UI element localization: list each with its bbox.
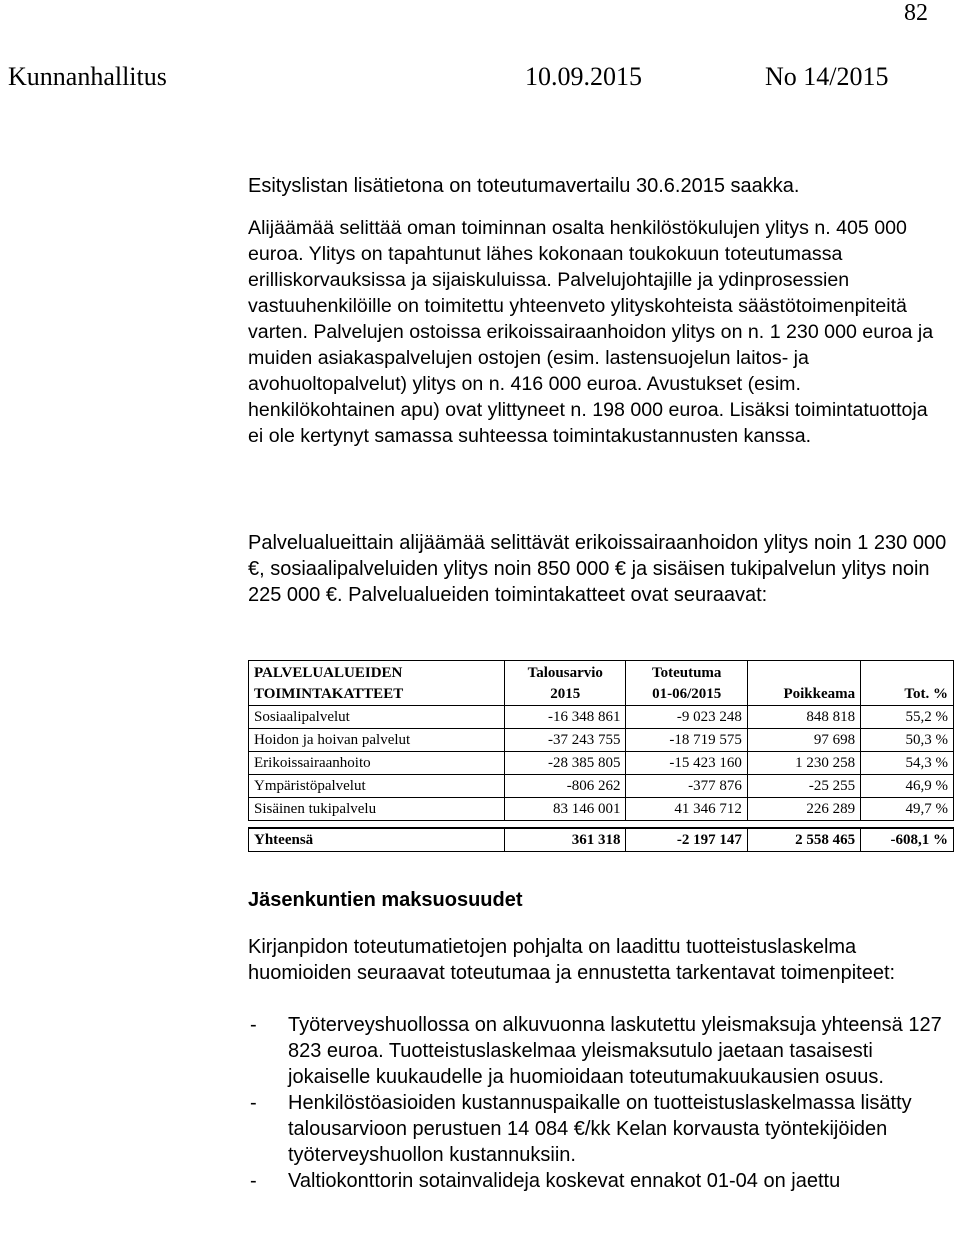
table-row [249, 706, 954, 729]
header-deviation: Poikkeama [747, 661, 860, 706]
bullet-marker: - [250, 1170, 257, 1192]
total-budget: 361 318 [505, 828, 626, 852]
spacer-cell [747, 821, 860, 829]
table-spacer-row [249, 821, 954, 829]
intro-paragraph: Esityslistan lisätietona on toteutumavertailu 30.6.2015 saakka. [248, 175, 800, 197]
row-percent: 50,3 % [861, 729, 954, 752]
list-item-text: Valtiokonttorin sotainvalideja koskevat ennakot 01-04 on jaettu [288, 1170, 841, 1192]
bullet-marker: - [250, 1092, 257, 1114]
row-actual: -377 876 [626, 775, 747, 798]
row-name: Ympäristöpalvelut [249, 775, 505, 798]
row-deviation: 1 230 258 [747, 752, 860, 775]
row-actual: -18 719 575 [626, 729, 747, 752]
row-budget: -37 243 755 [505, 729, 626, 752]
row-percent: 49,7 % [861, 798, 954, 821]
row-actual: -15 423 160 [626, 752, 747, 775]
list-item-text: Henkilöstöasioiden kustannuspaikalle on tuotteistuslaskelmassa lisätty talousarvioon perustuen 14 084 €/kk Kelan korvausta työntekijöiden työterveyshuollon kustannuksiin. [288, 1092, 912, 1166]
row-percent: 54,3 % [861, 752, 954, 775]
row-name: Erikoissairaanhoito [249, 752, 505, 775]
service-area-margins-table [248, 660, 954, 852]
document-header [0, 62, 960, 98]
total-deviation: 2 558 465 [747, 828, 860, 852]
table-row [249, 798, 954, 821]
row-percent: 46,9 % [861, 775, 954, 798]
section-intro-paragraph: Kirjanpidon toteutumatietojen pohjalta on laadittu tuotteistuslaskelma huomioiden seuraavat toteutumaa ja ennustetta tarkentavat toimenpiteet: [248, 936, 896, 984]
section-heading: Jäsenkuntien maksuosuudet [248, 889, 523, 911]
spacer-cell [626, 821, 747, 829]
row-deviation: 97 698 [747, 729, 860, 752]
table-row [249, 752, 954, 775]
list-item [248, 1012, 948, 1090]
row-name: Hoidon ja hoivan palvelut [249, 729, 505, 752]
header-percent: Tot. % [861, 661, 954, 706]
header-service-area: PALVELUALUEIDEN TOIMINTAKATTEET [249, 661, 505, 706]
page-number: 82 [904, 0, 928, 26]
table-row [249, 775, 954, 798]
list-item [248, 1168, 948, 1194]
measures-list [248, 1012, 948, 1194]
row-name: Sisäinen tukipalvelu [249, 798, 505, 821]
row-budget: 83 146 001 [505, 798, 626, 821]
header-actual: Toteutuma 01-06/2015 [626, 661, 747, 706]
spacer-cell [249, 821, 505, 829]
row-name: Sosiaalipalvelut [249, 706, 505, 729]
table-total-row [249, 828, 954, 852]
row-budget: -806 262 [505, 775, 626, 798]
row-deviation: 226 289 [747, 798, 860, 821]
row-actual: -9 023 248 [626, 706, 747, 729]
header-number: No 14/2015 [765, 62, 889, 91]
row-actual: 41 346 712 [626, 798, 747, 821]
service-area-paragraph: Palvelualueittain alijäämää selittävät erikoissairaanhoidon ylitys noin 1 230 000 €, sosiaalipalveluiden ylitys noin 850 000 € ja sisäisen tukipalvelun ylitys noin 225 000 €. Palvelualueiden toimintakatteet ovat seuraavat: [248, 532, 947, 606]
row-percent: 55,2 % [861, 706, 954, 729]
table-row [249, 729, 954, 752]
list-item [248, 1090, 948, 1168]
spacer-cell [861, 821, 954, 829]
bullet-marker: - [250, 1014, 257, 1036]
row-deviation: 848 818 [747, 706, 860, 729]
row-budget: -16 348 861 [505, 706, 626, 729]
list-item-text: Työterveyshuollossa on alkuvuonna laskutettu yleismaksuja yhteensä 127 823 euroa. Tuotteistuslaskelmaa yleismaksutulo jaetaan tasaisesti jokaiselle kuukaudelle ja huomioidaan toteutumakuukausien osuus. [288, 1014, 942, 1088]
header-budget: Talousarvio 2015 [505, 661, 626, 706]
row-deviation: -25 255 [747, 775, 860, 798]
deficit-explanation-paragraph: Alijäämää selittää oman toiminnan osalta henkilöstökulujen ylitys n. 405 000 euroa. Ylitys on tapahtunut lähes kokonaan toukokuun toteutumassa erilliskorvauksissa ja sijaiskuluissa. Palvelujohtajille ja ydinprosessien vastuuhenkilöille on toimitettu yhteenveto ylityskohteista säästötoimenpiteitä varten. Palvelujen ostoissa erikoissairaanhoidon ylitys on n. 1 230 000 euroa ja muiden asiakaspalvelujen ostojen (esim. lastensuojelun laitos- ja avohuoltopalvelut) ylitys on n. 416 000 euroa. Avustukset (esim. henkilökohtainen apu) ovat ylittyneet n. 198 000 euroa. Lisäksi toimintatuottoja ei ole kertynyt samassa suhteessa toimintakustannusten kanssa. [248, 217, 934, 447]
row-budget: -28 385 805 [505, 752, 626, 775]
header-organization: Kunnanhallitus [8, 62, 167, 91]
total-percent: -608,1 % [861, 828, 954, 852]
total-actual: -2 197 147 [626, 828, 747, 852]
table-header-row [249, 661, 954, 706]
spacer-cell [505, 821, 626, 829]
total-name: Yhteensä [249, 828, 505, 852]
header-date: 10.09.2015 [525, 62, 642, 91]
